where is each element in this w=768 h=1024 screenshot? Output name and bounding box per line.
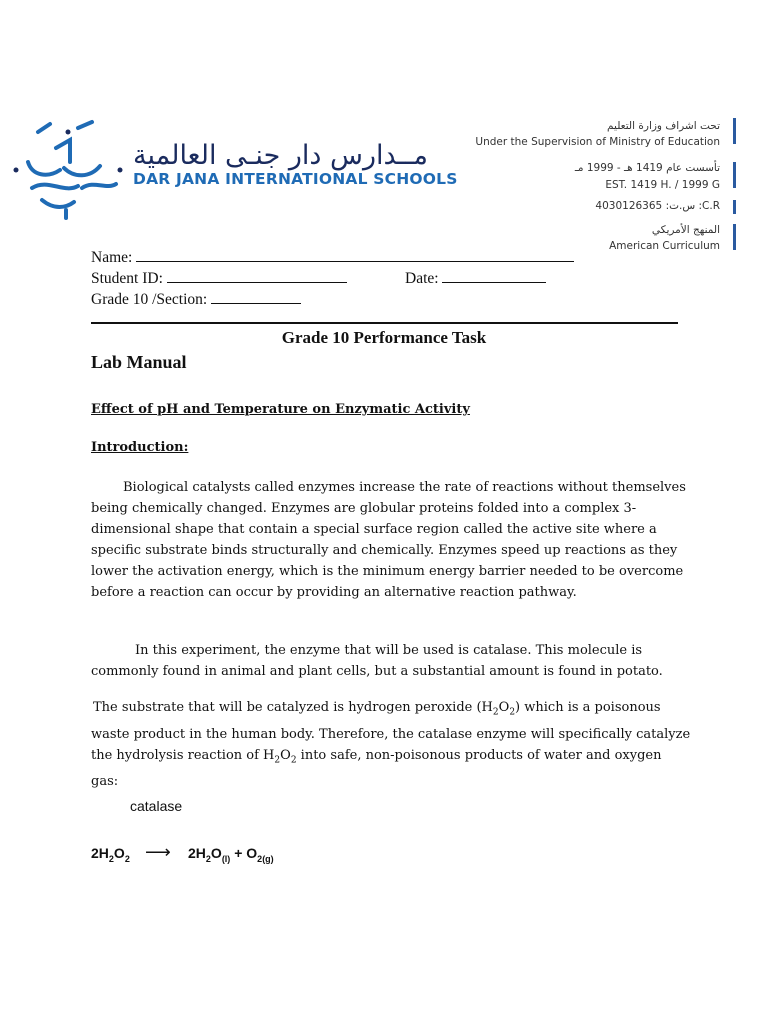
subscript: 2 (205, 853, 211, 864)
info-bar (733, 162, 736, 188)
school-logo-icon (8, 118, 126, 222)
equation-products (188, 845, 274, 864)
date-field[interactable] (405, 268, 546, 288)
name-label: Name: (91, 249, 133, 266)
subscript: 2 (492, 707, 499, 718)
intro-paragraph: Biological catalysts called enzymes increase the rate of reactions without themselves being chemically changed. Enzymes are globular proteins folded into a complex 3-dimensional shape that contain a special surface region called the active site where a specific substrate binds structurally and chemically. Enzymes speed up reactions as they lower the activation energy, which is the minimum energy barrier needed to be overcome before a reaction can occur by providing an alternative reaction pathway. (91, 480, 686, 600)
school-name-arabic: مــدارس دار جنـى العالمية (133, 140, 428, 171)
substrate-text-2: O (498, 700, 510, 715)
phase-gas: (g) (262, 853, 274, 864)
name-blank[interactable] (136, 247, 574, 262)
catalase-label: catalase (130, 798, 183, 814)
student-id-blank[interactable] (167, 268, 347, 283)
date-blank[interactable] (442, 268, 546, 283)
reaction-arrow-icon: ⟶ (145, 842, 171, 862)
section-blank[interactable] (211, 289, 301, 304)
student-id-label: Student ID: (91, 270, 163, 287)
substrate-text-5: into safe, non-poisonous products of water and oxygen gas: (91, 747, 662, 790)
substrate-text-1: The substrate that will be catalyzed is hydrogen peroxide (H (93, 700, 493, 715)
student-id-field[interactable] (91, 268, 347, 288)
topic-heading: Effect of pH and Temperature on Enzymatic Activity (91, 402, 470, 417)
name-field[interactable] (91, 247, 574, 267)
divider (91, 322, 678, 324)
task-title: Grade 10 Performance Task (281, 328, 487, 347)
product-plus-o: + O (230, 845, 258, 861)
product-o: O (210, 845, 222, 861)
subscript: 2 (124, 853, 130, 864)
school-info-block (456, 116, 736, 256)
subscript: 2 (509, 707, 516, 718)
substrate-paragraph (91, 697, 691, 792)
subscript: 2 (257, 853, 263, 864)
supervision-ar: تحت اشراف وزارة التعليم (607, 120, 720, 132)
established-en: EST. 1419 H. / 1999 G (605, 179, 720, 191)
date-label: Date: (405, 270, 439, 287)
curriculum-ar: المنهج الأمريكي (651, 224, 720, 236)
introduction-heading: Introduction: (91, 440, 189, 455)
substrate-text-3: ) which is a poisonous waste product in the human body. Therefore, the catalase enzyme will specifically catalyze the hydrolysis reaction of H (91, 700, 691, 763)
curriculum-en: American Curriculum (609, 240, 720, 252)
info-bar (733, 224, 736, 250)
reactant-h: 2H (91, 845, 109, 861)
reactant-o: O (113, 845, 125, 861)
lab-manual-title: Lab Manual (91, 352, 187, 372)
grade-section-field[interactable] (91, 289, 301, 309)
commercial-register: س.ت: 4030126365 :C.R (595, 200, 720, 212)
subscript: 2 (290, 755, 297, 766)
grade-section-label: Grade 10 /Section: (91, 291, 208, 308)
catalase-paragraph: In this experiment, the enzyme that will be used is catalase. This molecule is commonly found in animal and plant cells, but a substantial amount is found in potato. (91, 643, 663, 679)
product-h: 2H (188, 845, 206, 861)
info-bar (733, 118, 736, 144)
phase-liquid: (l) (221, 853, 231, 864)
subscript: 2 (274, 755, 281, 766)
equation-reactant (91, 845, 130, 864)
established-ar: تأسست عام 1419 هـ - 1999 مـ (574, 162, 720, 174)
supervision-en: Under the Supervision of Ministry of Education (475, 136, 720, 148)
substrate-text-4: O (280, 747, 291, 763)
school-name-english: DAR JANA INTERNATIONAL SCHOOLS (133, 170, 458, 188)
info-bar (733, 200, 736, 214)
subscript: 2 (108, 853, 114, 864)
